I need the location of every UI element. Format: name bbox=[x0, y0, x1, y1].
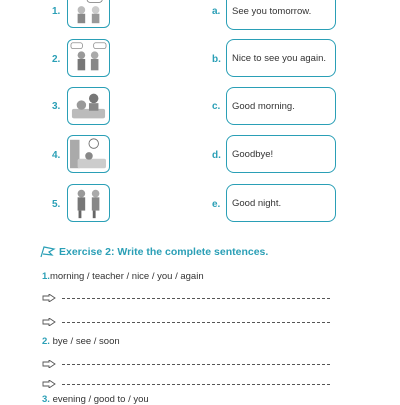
answer-line-1a[interactable] bbox=[42, 294, 330, 302]
picture-5-greeting bbox=[67, 184, 110, 222]
pencil-arrow-icon bbox=[42, 294, 56, 302]
question-1-number: 1. bbox=[42, 271, 50, 282]
answer-line-2a[interactable] bbox=[42, 360, 330, 368]
item-number-5: 5. bbox=[52, 199, 61, 210]
phrase-box-e[interactable]: Good night. bbox=[226, 184, 336, 222]
answer-line-2b[interactable] bbox=[42, 380, 330, 388]
question-3-number: 3. bbox=[42, 394, 50, 405]
question-1-prompt: morning / teacher / nice / you / again bbox=[49, 271, 204, 282]
letter-e: e. bbox=[212, 199, 221, 210]
question-1 bbox=[42, 271, 204, 282]
letter-d: d. bbox=[212, 150, 221, 161]
phrase-box-b[interactable]: Nice to see you again. bbox=[226, 39, 336, 77]
picture-2-children bbox=[67, 39, 110, 77]
phrase-box-c[interactable]: Good morning. bbox=[226, 87, 336, 125]
bedtime-icon bbox=[68, 88, 109, 124]
question-2-prompt: bye / see / soon bbox=[52, 336, 120, 347]
pencil-arrow-icon bbox=[42, 360, 56, 368]
letter-c: c. bbox=[212, 101, 221, 112]
phrase-box-a[interactable]: See you tomorrow. bbox=[226, 0, 336, 30]
exercise-2-heading: Exercise 2: Write the complete sentences. bbox=[59, 246, 269, 258]
item-number-3: 3. bbox=[52, 101, 61, 112]
phrase-box-d[interactable]: Goodbye! bbox=[226, 135, 336, 173]
item-number-4: 4. bbox=[52, 150, 61, 161]
pencil-arrow-icon bbox=[42, 380, 56, 388]
flag-icon bbox=[40, 246, 56, 258]
exercise-2-title bbox=[40, 246, 268, 258]
waving-people-icon bbox=[68, 0, 109, 27]
picture-4-waking bbox=[67, 135, 110, 173]
question-2-number: 2. bbox=[42, 336, 50, 347]
answer-line-1b[interactable] bbox=[42, 318, 330, 326]
picture-1-waving bbox=[67, 0, 110, 28]
wake-up-icon bbox=[68, 136, 109, 172]
letter-b: b. bbox=[212, 54, 221, 65]
children-talking-icon bbox=[68, 40, 109, 76]
greeting-children-icon bbox=[68, 185, 109, 221]
picture-3-bedtime bbox=[67, 87, 110, 125]
item-number-1: 1. bbox=[52, 6, 61, 17]
question-3-prompt: evening / good to / you bbox=[52, 394, 149, 405]
pencil-arrow-icon bbox=[42, 318, 56, 326]
item-number-2: 2. bbox=[52, 54, 61, 65]
letter-a: a. bbox=[212, 6, 221, 17]
question-2 bbox=[42, 336, 120, 347]
